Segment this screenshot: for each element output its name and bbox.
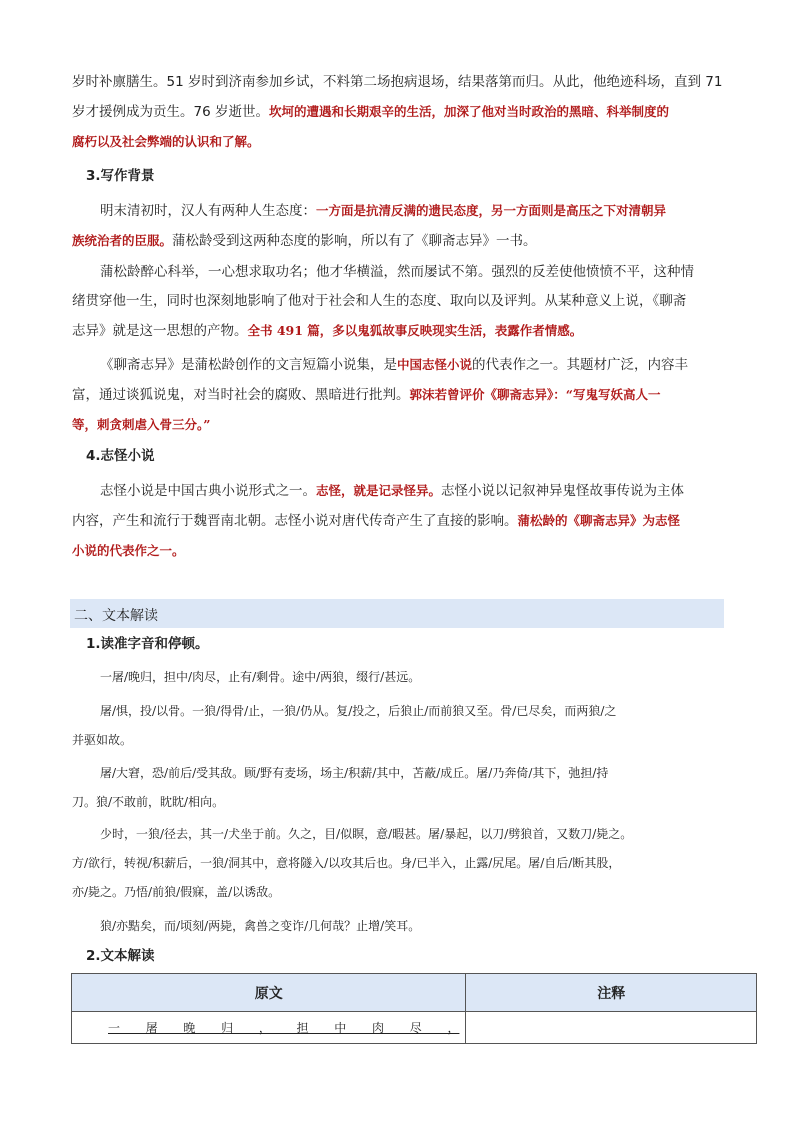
reading-line-5: 狼/亦黠矣，而/顷刻/两毙，禽兽之变诈/几何哉？止增/笑耳。 — [100, 919, 421, 933]
bg-p1-plain-2: 蒲松龄受到这两种态度的影响，所以有了《聊斋志异》一书。 — [172, 233, 537, 249]
reading-paragraph-3 — [72, 759, 724, 817]
analysis-table — [71, 973, 757, 1044]
reading-paragraph-4 — [72, 820, 724, 907]
background-paragraph-1 — [72, 196, 724, 256]
bg-p2-line-3: 志异》就是这一思想的产物。 — [72, 323, 248, 339]
reading-paragraph-2 — [72, 697, 724, 755]
bio-line-2-highlight: 坎坷的遭遇和长期艰辛的生活，加深了他对当时政治的黑暗、科举制度的 — [268, 104, 669, 119]
table-cell-original — [72, 1012, 466, 1044]
bio-line-2: 岁才援例成为贡生。76 岁逝世。 — [72, 104, 269, 120]
reading-4c: 亦/毙之。乃悟/前狼/假寐，盖/以诱敌。 — [72, 885, 281, 899]
reading-2a: 屠/惧，投/以骨。一狼/得骨/止，一狼/仍从。复/投之，后狼止/而前狼又至。骨/已尽矣，而两狼/之 — [100, 704, 617, 718]
reading-4b: 方/欲行，转视/积薪后，一狼/洞其中，意将隧入/以攻其后也。身/已半入，止露/尻尾。屠/自后/断其股， — [72, 856, 621, 870]
zg-highlight-1: 志怪，就是记录怪异。 — [316, 483, 442, 498]
bg-p3-quote-2: 等，刺贪刺虐入骨三分。” — [72, 417, 211, 432]
reading-line-1: 一屠/晚归，担中/肉尽，止有/剩骨。途中/两狼，缀行/甚远。 — [100, 670, 421, 684]
background-paragraph-3 — [72, 350, 724, 440]
zg-line-2: 内容，产生和流行于魏晋南北朝。志怪小说对唐代传奇产生了直接的影响。 — [72, 513, 518, 529]
table-header-row — [72, 974, 757, 1012]
zhiguai-paragraph — [72, 476, 724, 566]
bg-p1-highlight-2: 族统治者的臣服。 — [72, 233, 173, 248]
background-heading: 3.写作背景 — [86, 168, 155, 184]
bg-p1-plain: 明末清初时，汉人有两种人生态度： — [100, 203, 316, 219]
bg-p2-highlight: 全书 491 篇，多以鬼狐故事反映现实生活，表露作者情感。 — [247, 323, 583, 338]
table-header-notes: 注释 — [466, 974, 757, 1012]
bio-line-3-highlight: 腐朽以及社会弊端的认识和了解。 — [72, 134, 260, 149]
reading-2b: 并驱如故。 — [72, 733, 133, 747]
section-2-title: 二、文本解读 — [74, 608, 158, 624]
reading-3b: 刀。狼/不敢前，眈眈/相向。 — [72, 795, 225, 809]
original-text-line: 一屠晚归，担中肉尽， — [108, 1021, 460, 1035]
section-heading-band — [70, 599, 724, 628]
bg-p1-highlight: 一方面是抗清反满的遗民态度，另一方面则是高压之下对清朝异 — [316, 203, 667, 218]
bio-line-1: 岁时补廪膳生。51 岁时到济南参加乡试，不料第二场抱病退场，结果落第而归。从此，他绝迹科场，直到 71 — [72, 74, 723, 90]
bg-p2-line-2: 绪贯穿他一生，同时也深刻地影响了他对于社会和人生的态度、取向以及评判。从某种意义上说，《聊斋 — [72, 293, 687, 309]
zg-line-1b: 志怪小说以记叙神异鬼怪故事传说为主体 — [441, 483, 685, 499]
bg-p3-highlight: 中国志怪小说 — [397, 357, 473, 372]
zg-highlight-2: 蒲松龄的《聊斋志异》为志怪 — [517, 513, 681, 528]
table-row — [72, 1012, 757, 1044]
bg-p3-quote: 郭沫若曾评价《聊斋志异》：“写鬼写妖高人一 — [409, 387, 661, 402]
bg-p3-plain: 《聊斋志异》是蒲松龄创作的文言短篇小说集，是 — [100, 357, 397, 373]
zg-line-1: 志怪小说是中国古典小说形式之一。 — [100, 483, 316, 499]
bg-p2-line-1: 蒲松龄醉心科举，一心想求取功名；他才华横溢，然而屡试不第。强烈的反差使他愤愤不平，这种情 — [100, 264, 694, 280]
reading-4a: 少时，一狼/径去，其一/犬坐于前。久之，目/似瞑，意/暇甚。屠/暴起，以刀/劈狼首，又数刀/毙之。 — [100, 827, 633, 841]
reading-3a: 屠/大窘，恐/前后/受其敌。顾/野有麦场，场主/积薪/其中，苫蔽/成丘。屠/乃奔倚/其下，弛担/持 — [100, 766, 609, 780]
bg-p3-line-2: 富，通过谈狐说鬼，对当时社会的腐败、黑暗进行批判。 — [72, 387, 410, 403]
table-header-original: 原文 — [72, 974, 466, 1012]
analysis-subheading: 2.文本解读 — [86, 948, 155, 964]
bg-p3-plain-2: 的代表作之一。其题材广泛，内容丰 — [472, 357, 689, 373]
zhiguai-heading: 4.志怪小说 — [86, 448, 155, 464]
reading-subheading: 1.读准字音和停顿。 — [86, 636, 209, 652]
background-paragraph-2 — [72, 258, 724, 346]
bio-paragraph — [72, 68, 724, 157]
zg-highlight-3: 小说的代表作之一。 — [72, 543, 185, 558]
table-cell-notes — [466, 1012, 757, 1044]
